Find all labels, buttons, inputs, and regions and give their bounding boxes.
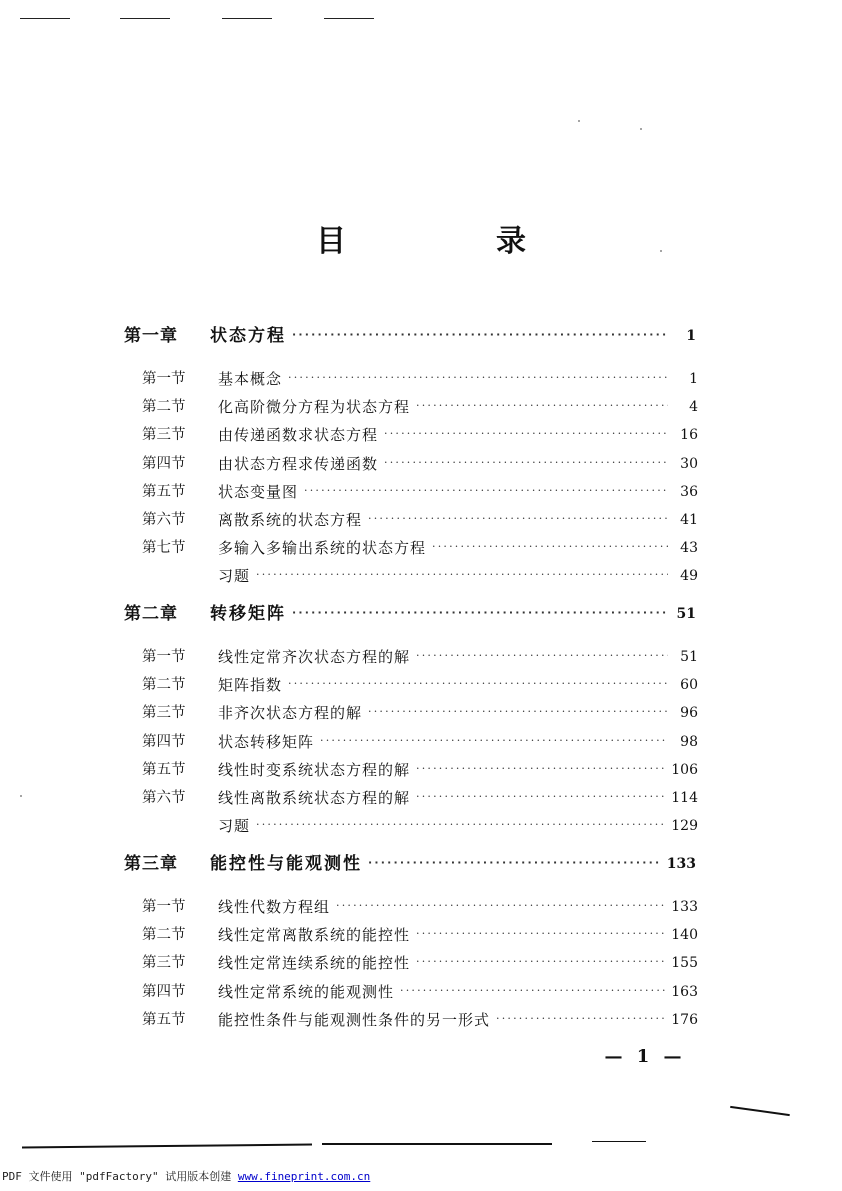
leader-dots bbox=[336, 901, 665, 915]
section-page: 16 bbox=[680, 427, 698, 444]
chapter-title: 状态方程 bbox=[210, 326, 286, 346]
section-label: 第六节 bbox=[142, 790, 186, 806]
page-title: 目 录 bbox=[316, 224, 586, 259]
toc-chapter-row[interactable] bbox=[124, 600, 696, 624]
section-page: 51 bbox=[680, 649, 698, 665]
chapter-label: 第三章 bbox=[124, 854, 178, 874]
section-page: 4 bbox=[689, 399, 698, 416]
section-page: 176 bbox=[671, 1011, 698, 1028]
section-label: 第五节 bbox=[142, 483, 186, 500]
section-title: 线性代数方程组 bbox=[218, 898, 331, 916]
leader-dots bbox=[400, 986, 665, 1000]
section-title: 状态转移矩阵 bbox=[218, 732, 315, 751]
section-title: 基本概念 bbox=[218, 370, 283, 388]
footer-prefix: PDF 文件使用 "pdfFactory" 试用版本创建 bbox=[2, 1170, 238, 1183]
section-page: 36 bbox=[680, 483, 698, 500]
section-title: 能控性条件与能观测性条件的另一形式 bbox=[218, 1010, 491, 1029]
section-label: 第六节 bbox=[142, 512, 186, 528]
leader-dots bbox=[416, 764, 665, 778]
section-title: 线性时变系统状态方程的解 bbox=[218, 760, 411, 779]
toc-section-row[interactable] bbox=[142, 949, 698, 973]
toc-section-row[interactable] bbox=[142, 784, 698, 808]
section-page: 30 bbox=[680, 455, 698, 472]
section-title: 线性定常离散系统的能控性 bbox=[218, 926, 411, 945]
chapter-page: 51 bbox=[676, 606, 696, 622]
leader-dots bbox=[496, 1014, 665, 1028]
section-title: 由传递函数求状态方程 bbox=[218, 426, 379, 445]
section-label: 第一节 bbox=[142, 899, 186, 915]
section-label: 第二节 bbox=[142, 399, 186, 416]
section-page: 1 bbox=[689, 371, 698, 387]
section-title: 线性定常连续系统的能控性 bbox=[218, 954, 411, 973]
leader-dots bbox=[432, 542, 668, 556]
section-label: 第四节 bbox=[142, 455, 186, 472]
toc-section-row[interactable] bbox=[142, 978, 698, 1002]
section-title: 线性离散系统状态方程的解 bbox=[218, 789, 411, 807]
section-page: 163 bbox=[671, 983, 698, 1000]
section-title: 习题 bbox=[218, 567, 251, 586]
leader-dots bbox=[384, 458, 668, 472]
toc-section-row[interactable] bbox=[142, 812, 698, 836]
leader-dots bbox=[320, 736, 668, 750]
section-page: 114 bbox=[671, 790, 698, 806]
leader-dots bbox=[416, 401, 668, 415]
toc-section-row[interactable] bbox=[142, 534, 698, 558]
leader-dots bbox=[368, 514, 668, 528]
section-page: 49 bbox=[680, 568, 698, 585]
scan-speck bbox=[20, 795, 22, 797]
section-label: 第二节 bbox=[142, 927, 186, 944]
leader-dots bbox=[416, 957, 665, 971]
toc-chapter-row[interactable] bbox=[124, 850, 696, 874]
scan-speck bbox=[660, 250, 662, 252]
leader-dots bbox=[368, 707, 668, 721]
leader-dots bbox=[416, 929, 665, 943]
section-title: 离散系统的状态方程 bbox=[218, 511, 363, 529]
toc-section-row[interactable] bbox=[142, 421, 698, 445]
section-title: 线性定常齐次状态方程的解 bbox=[218, 648, 411, 666]
leader-dots bbox=[368, 858, 661, 872]
section-page: 106 bbox=[671, 761, 698, 778]
toc-section-row[interactable] bbox=[142, 1006, 698, 1030]
chapter-title: 转移矩阵 bbox=[210, 604, 286, 624]
footer-link[interactable]: www.fineprint.com.cn bbox=[237, 1170, 371, 1183]
section-title: 习题 bbox=[218, 817, 251, 836]
toc-section-row[interactable] bbox=[142, 671, 698, 695]
section-label: 第五节 bbox=[142, 761, 186, 778]
section-title: 化高阶微分方程为状态方程 bbox=[218, 398, 411, 417]
scan-speck bbox=[640, 128, 642, 130]
toc-section-row[interactable] bbox=[142, 643, 698, 667]
section-page: 41 bbox=[680, 512, 698, 528]
section-label: 第三节 bbox=[142, 427, 186, 444]
section-label: 第三节 bbox=[142, 705, 186, 722]
section-title: 由状态方程求传递函数 bbox=[218, 454, 379, 473]
chapter-label: 第一章 bbox=[124, 326, 178, 346]
section-page: 43 bbox=[680, 540, 698, 557]
section-title: 线性定常系统的能观测性 bbox=[218, 982, 395, 1001]
toc-section-row[interactable] bbox=[142, 478, 698, 502]
section-label: 第五节 bbox=[142, 1011, 186, 1028]
toc-section-row[interactable] bbox=[142, 728, 698, 752]
page-number: — 1 — bbox=[604, 1046, 686, 1067]
chapter-page: 1 bbox=[686, 328, 696, 344]
section-label: 第四节 bbox=[142, 733, 186, 750]
section-page: 96 bbox=[680, 705, 698, 722]
section-page: 129 bbox=[671, 818, 698, 835]
leader-dots bbox=[256, 820, 665, 834]
section-page: 140 bbox=[671, 927, 698, 944]
section-label: 第二节 bbox=[142, 677, 186, 694]
toc-section-row[interactable] bbox=[142, 450, 698, 474]
section-page: 98 bbox=[680, 733, 698, 750]
chapter-title: 能控性与能观测性 bbox=[210, 854, 362, 874]
leader-dots bbox=[304, 486, 668, 500]
leader-dots bbox=[256, 570, 668, 584]
leader-dots bbox=[292, 330, 666, 344]
section-page: 60 bbox=[680, 677, 698, 694]
leader-dots bbox=[288, 679, 668, 693]
leader-dots bbox=[292, 608, 666, 622]
toc-section-row[interactable] bbox=[142, 921, 698, 945]
section-title: 非齐次状态方程的解 bbox=[218, 704, 363, 723]
toc-section-row[interactable] bbox=[142, 756, 698, 780]
leader-dots bbox=[416, 651, 668, 665]
leader-dots bbox=[384, 429, 668, 443]
toc-chapter-row[interactable] bbox=[124, 322, 696, 346]
toc-section-row[interactable] bbox=[142, 365, 698, 389]
section-label: 第四节 bbox=[142, 983, 186, 1000]
toc-section-row[interactable] bbox=[142, 562, 698, 586]
section-label: 第一节 bbox=[142, 371, 186, 387]
section-page: 155 bbox=[671, 955, 698, 972]
toc-section-row[interactable] bbox=[142, 893, 698, 917]
bottom-rule-right bbox=[592, 1141, 646, 1142]
bottom-rule-middle bbox=[322, 1143, 552, 1145]
leader-dots bbox=[288, 373, 668, 387]
toc-section-row[interactable] bbox=[142, 699, 698, 723]
footer-watermark bbox=[2, 1168, 370, 1184]
section-page: 133 bbox=[671, 899, 698, 915]
section-title: 多输入多输出系统的状态方程 bbox=[218, 539, 427, 558]
toc-section-row[interactable] bbox=[142, 393, 698, 417]
scan-speck bbox=[578, 120, 580, 122]
section-label: 第三节 bbox=[142, 955, 186, 972]
section-label: 第七节 bbox=[142, 540, 186, 557]
chapter-label: 第二章 bbox=[124, 604, 178, 624]
section-title: 矩阵指数 bbox=[218, 676, 283, 695]
section-title: 状态变量图 bbox=[218, 482, 299, 501]
section-label: 第一节 bbox=[142, 649, 186, 665]
toc-section-row[interactable] bbox=[142, 506, 698, 530]
leader-dots bbox=[416, 792, 665, 806]
chapter-page: 133 bbox=[666, 856, 696, 872]
